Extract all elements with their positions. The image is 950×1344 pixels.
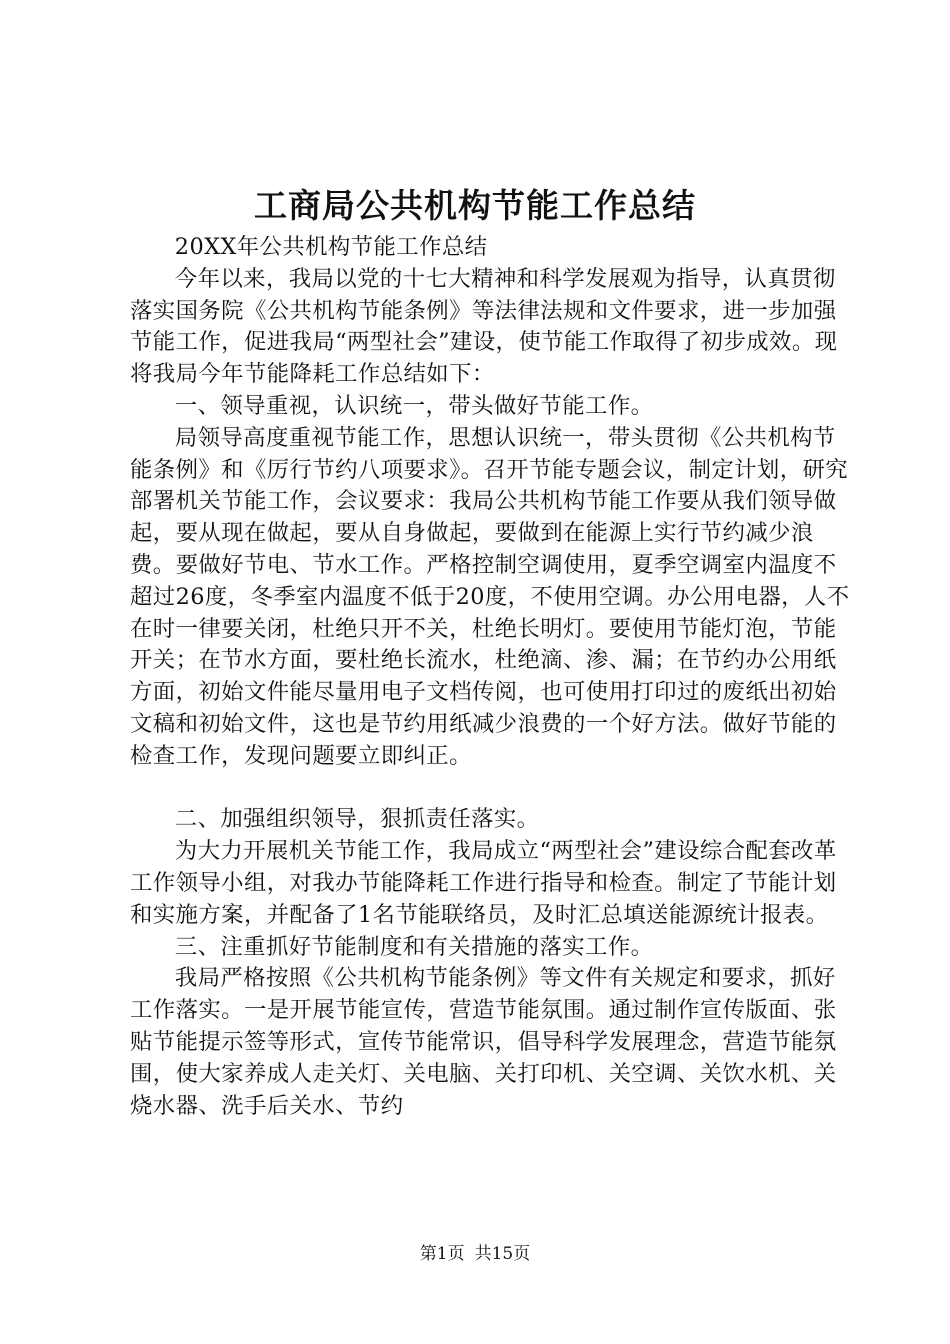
- page-footer: [0, 1242, 950, 1266]
- intro-paragraph: 今年以来，我局以党的十七大精神和科学发展观为指导，认真贯彻落实国务院《公共机构节能条例》等法律法规和文件要求，进一步加强节能工作，促进我局“两型社会”建设，使节能工作取得了初步成效。现将我局今年节能降耗工作总结如下：: [130, 265, 838, 388]
- section-3-paragraph: 我局严格按照《公共机构节能条例》等文件有关规定和要求，抓好工作落实。一是开展节能宣传，营造节能氛围。通过制作宣传版面、张贴节能提示签等形式，宣传节能常识，倡导科学发展理念，营造节能氛围，使大家养成人走关灯、关电脑、关打印机、关空调、关饮水机、关烧水器、洗手后关水、节约: [130, 965, 837, 1119]
- section-1-paragraph: 局领导高度重视节能工作，思想认识统一，带头贯彻《公共机构节能条例》和《厉行节约八项要求》。召开节能专题会议，制定计划，研究部署机关节能工作，会议要求：我局公共机构节能工作要从我们领导做起，要从现在做起，要从自身做起，要做到在能源上实行节约减少浪费。要做好节电、节水工作。严格控制空调使用，夏季空调室内温度不超过26度，冬季室内温度不低于20度，不使用空调。办公用电器，人不在时一律要关闭，杜绝只开不关，杜绝长明灯。要使用节能灯泡，节能开关；在节水方面，要杜绝长流水，杜绝滴、渗、漏；在节约办公用纸方面，初始文件能尽量用电子文档传阅，也可使用打印过的废纸出初始文稿和初始文件，这也是节约用纸减少浪费的一个好方法。做好节能的检查工作，发现问题要立即纠正。: [130, 424, 850, 769]
- page-total: 共15页: [474, 1244, 531, 1264]
- document-title: 工商局公共机构节能工作总结: [254, 186, 696, 225]
- subtitle-paragraph: 20XX年公共机构节能工作总结: [174, 234, 488, 260]
- page-number: 第1页: [419, 1244, 465, 1264]
- document-body: [130, 232, 852, 1122]
- section-2-paragraph: 为大力开展机关节能工作，我局成立“两型社会”建设综合配套改革工作领导小组，对我办节能降耗工作进行指导和检查。制定了节能计划和实施方案，并配备了1名节能联络员，及时汇总填送能源统计报表。: [130, 838, 837, 928]
- section-heading-1: 一、领导重视，认识统一，带头做好节能工作。: [174, 392, 654, 419]
- section-heading-2: 二、加强组织领导，狠抓责任落实。: [174, 806, 540, 833]
- section-heading-3: 三、注重抓好节能制度和有关措施的落实工作。: [174, 933, 654, 960]
